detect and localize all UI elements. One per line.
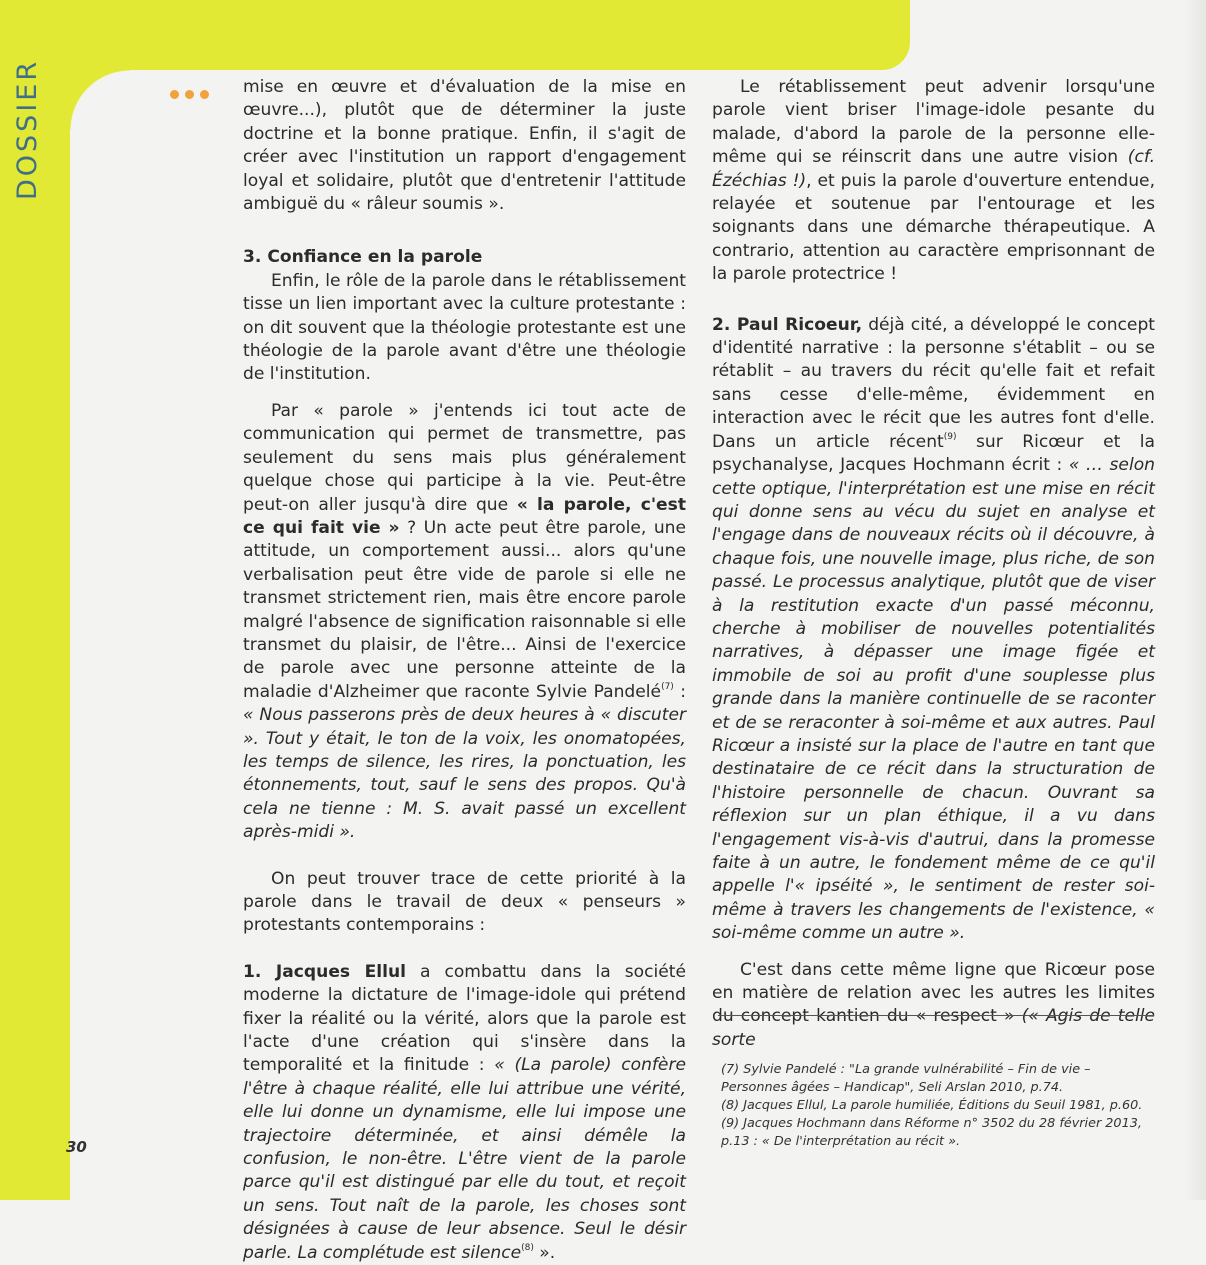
color-band-top	[0, 0, 910, 70]
footnote-9: (9) Jacques Hochmann dans Réforme n° 3502 du 28 février 2013, p.13 : « De l'interprétation au récit ».	[721, 1116, 1142, 1149]
paragraph-retablissement: Le rétablissement peut advenir lorsqu'une parole vient briser l'image-idole pesante du malade, d'abord la parole de la personne elle-même qui se réinscrit dans une autre vision (cf. Ézéchias !), et puis la parole d'ouverture entendue, relayée et soutenue par l'entourage et les soignants dans une démarche thérapeutique. A contrario, attention au caractère emprisonnant de la parole protectrice !	[712, 77, 1155, 285]
footnote-7: (7) Sylvie Pandelé : "La grande vulnérabilité – Fin de vie – Personnes âgées – Handicap", Seli Arslan 2010, p.74.	[721, 1062, 1091, 1095]
bullet-dots-icon	[170, 90, 209, 99]
footnotes	[721, 1061, 1151, 1151]
footnote-divider	[718, 1015, 1154, 1016]
footnote-ref: (9)	[943, 431, 957, 442]
paragraph: On peut trouver trace de cette priorité à la parole dans le travail de deux « penseurs » protestants contemporains :	[243, 868, 686, 936]
intro-paragraph: mise en œuvre et d'évaluation de la mise en œuvre...), plutôt que de déterminer la juste doctrine et la bonne pratique. Enfin, il s'agit de créer avec l'institution un rapport d'engagement loyal et solidaire, plutôt que d'entretenir l'attitude ambiguë du « râleur soumis ».	[243, 77, 686, 215]
right-column	[712, 76, 1155, 1052]
paragraph-ricoeur: 2. Paul Ricoeur, déjà cité, a développé le concept d'identité narrative : la personne s'établit – ou se rétablit – au travers du récit qu'elle fait et refait sans cesse d'elle-même, évidemment en interaction avec le récit que les autres font d'elle. Dans un article récent$^{(9)}$ sur Ricœur et la psychanalyse, Jacques Hochmann écrit : « … selon cette optique, l'interprétation est une mise en récit qui donne sens au vécu du sujet en analyse et l'engage dans de nouveaux récits où il découvre, à chaque fois, une nouvelle image, plus riche, de son passé. Le processus analytique, plutôt que de viser à la restitution exacte d'un passé méconnu, cherche à mobiliser de nouvelles potentialités narratives, à dépasser une image figée et immobile de soi au profit d'une souplesse plus grande dans la manière continuelle de se raconter et de se reraconter à soi-même et aux autres. Paul Ricœur a insisté sur la place de l'autre en tant que destinataire de ce récit dans la structuration de l'histoire personnelle de chacun. Ouvrant sa réflexion sur un plan éthique, il a vu dans l'engagement vis-à-vis d'autrui, dans la promesse faite à un autre, le fondement même de ce qu'il appelle l'« ipséité », le sentiment de rester soi-même à travers les changements de l'existence, « soi-même comme un autre ».	[712, 314, 1155, 944]
color-band-corner	[70, 70, 130, 130]
section-label: DOSSIER	[12, 58, 43, 200]
paragraph-parole: Par « parole » j'entends ici tout acte de communication qui permet de transmettre, pas seulement du sens mais plus généralement quelque chose qui participe à la vie. Peut-être peut-on aller jusqu'à dire que « la parole, c'est ce qui fait vie » ? Un acte peut être parole, une attitude, un comportement aussi... alors qu'une verbalisation peut être vide de parole si elle ne transmet strictement rien, mais être encore parole malgré l'absence de signification raisonnable si elle transmet du plaisir, de l'être... Ainsi de l'exercice de parole avec une personne atteinte de la maladie d'Alzheimer que raconte Sylvie Pandelé$^{(7)}$ : « Nous passerons près de deux heures à « discuter ». Tout y était, le ton de la voix, les onomatopées, les temps de silence, les rires, la ponctuation, les étonnements, tout, sauf le sens des propos. Qu'à cela ne tienne : M. S. avait passé un excellent après-midi ».	[243, 400, 687, 843]
heading-confiance: 3. Confiance en la parole	[243, 247, 483, 268]
footnote-8: (8) Jacques Ellul, La parole humiliée, Éditions du Seuil 1981, p.60.	[721, 1098, 1143, 1113]
footnote-ref: (8)	[521, 1242, 534, 1253]
left-column	[243, 76, 686, 1265]
page-edge-shadow	[1184, 0, 1206, 1200]
paragraph-ellul: 1. Jacques Ellul a combattu dans la société moderne la dictature de l'image-idole qui prétend fixer la réalité ou la vérité, alors que la parole est l'acte d'une création qui s'insère dans la temporalité et la finitude : « (La parole) confère l'être à chaque réalité, elle lui attribue une vérité, elle lui donne un dynamisme, elle lui impose une trajectoire déterminée, et ainsi démêle la confusion, le non-être. L'être vient de la parole parce qu'il est distingué par elle du tout, et reçoit un sens. Tout naît de la parole, les choses sont désignées à cause de leur absence. Seul le désir parle. La complétude est silence$^{(8)}$ ».	[243, 961, 686, 1263]
paragraph-respect: C'est dans cette même ligne que Ricœur pose en matière de relation avec les autres les limites du concept kantien du « respect » (« Agis de telle sorte	[712, 959, 1155, 1050]
page-number: 30	[66, 1138, 87, 1156]
paragraph: Enfin, le rôle de la parole dans le rétablissement tisse un lien important avec la culture protestante : on dit souvent que la théologie protestante est une théologie de la parole avant d'être une théologie de l'institution.	[243, 270, 686, 385]
footnote-ref: (7)	[661, 681, 674, 692]
